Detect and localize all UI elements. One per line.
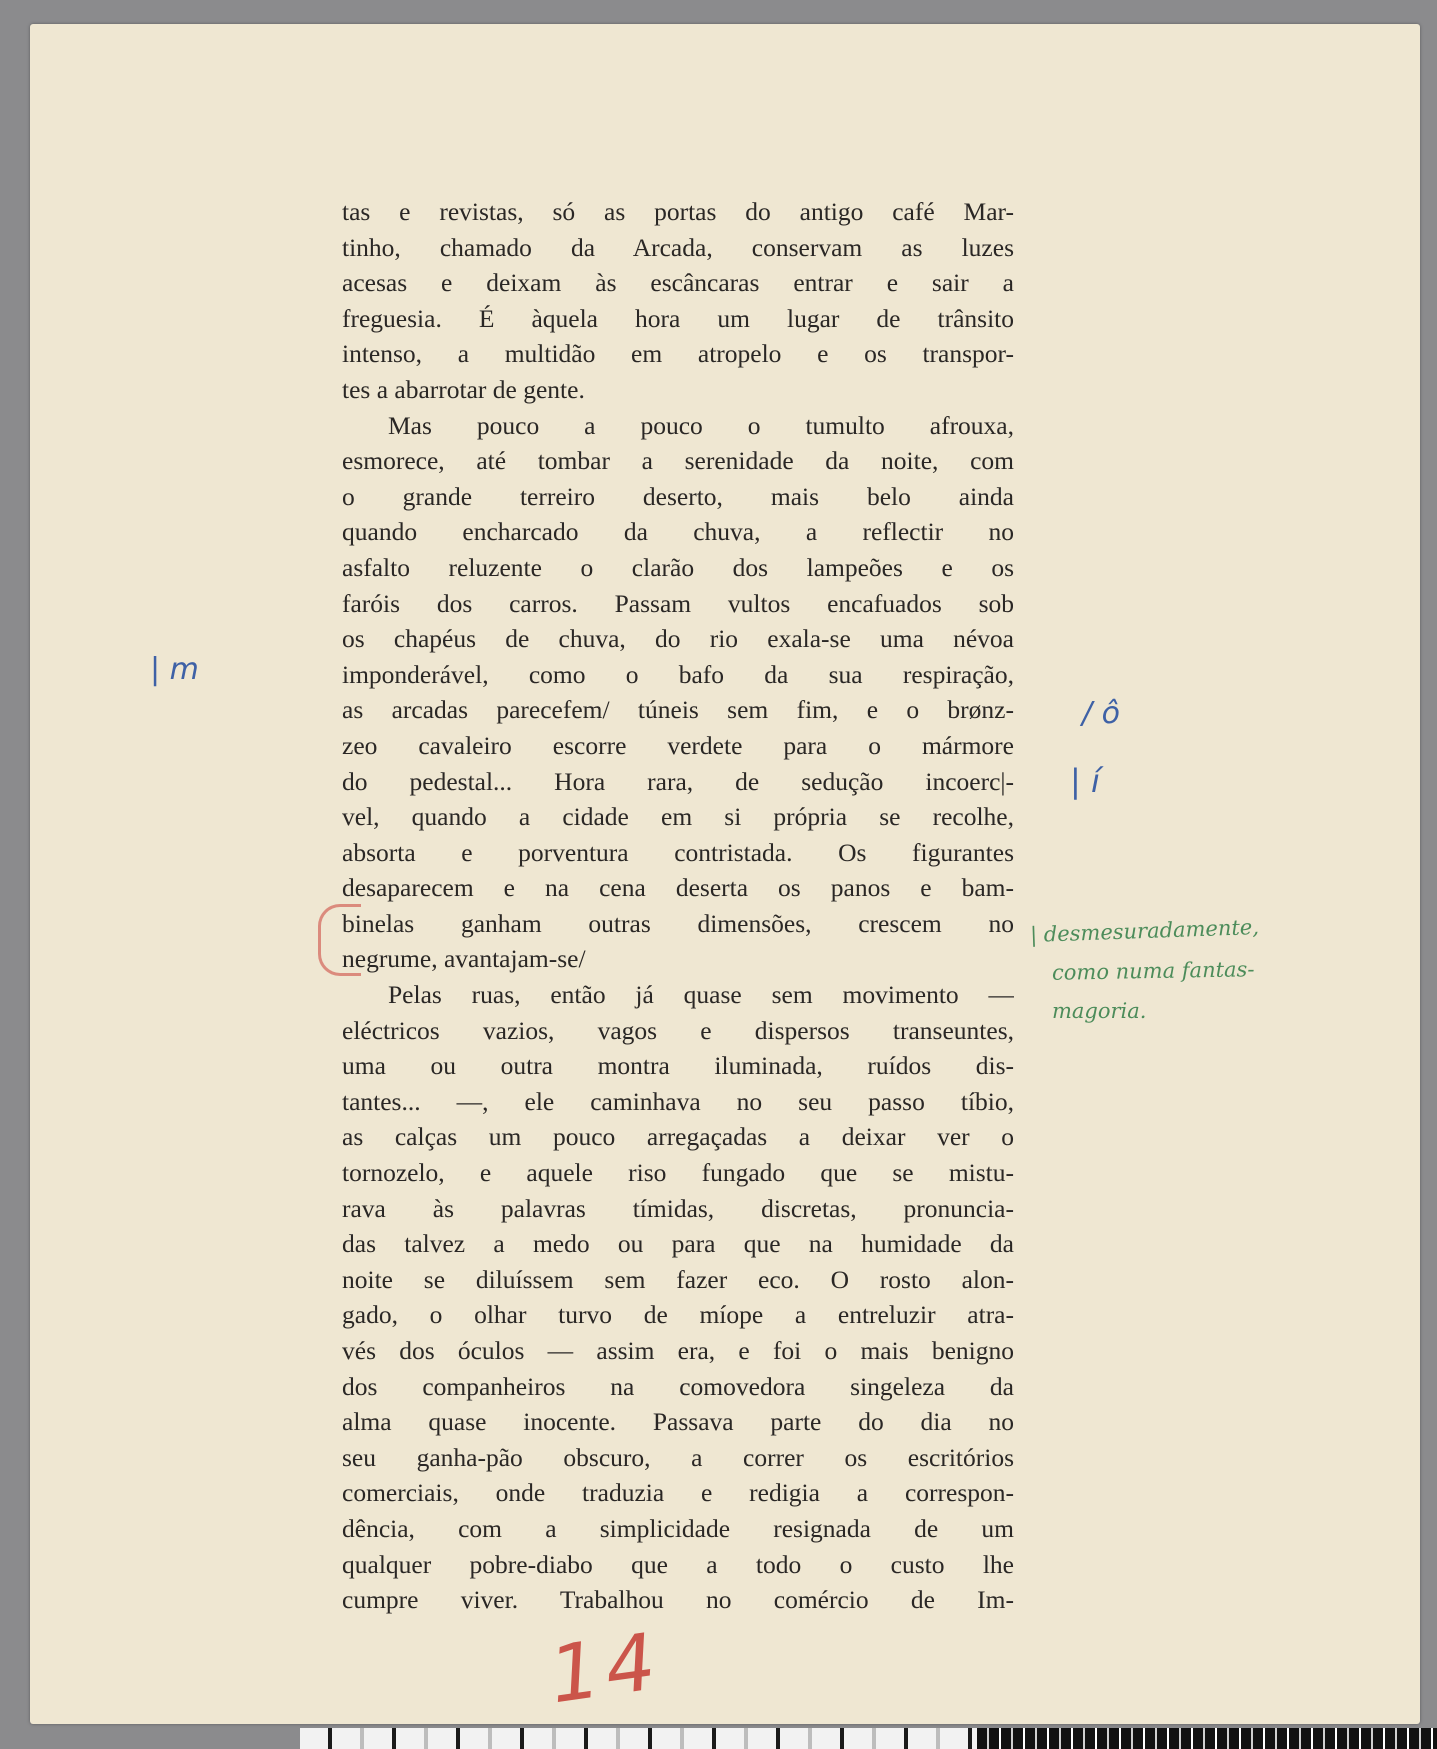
text-line: binelas ganham outras dimensões, crescem no [342, 908, 1014, 938]
text-line: dos companheiros na comovedora singeleza da [342, 1371, 1014, 1401]
text-line: asfalto reluzente o clarão dos lampeões e os [342, 552, 1014, 582]
text-line: qualquer pobre-diabo que a todo o custo lhe [342, 1549, 1014, 1579]
handwritten-note-line-2: como numa fantas- [1051, 957, 1255, 985]
text-line: zeo cavaleiro escorre verdete para o mármore [342, 730, 1014, 760]
red-bracket-mark [318, 904, 361, 976]
text-line: noite se diluíssem sem fazer eco. O rosto alon- [342, 1264, 1014, 1294]
text-line: alma quase inocente. Passava parte do dia no [342, 1407, 1014, 1437]
text-line: os chapéus de chuva, do rio exala-se uma névoa [342, 624, 1014, 654]
text-line: acesas e deixam às escâncaras entrar e sair a [342, 268, 1014, 298]
text-line: tantes... —, ele caminhava no seu passo tíbio, [342, 1086, 1014, 1116]
text-line: Pelas ruas, então já quase sem movimento — [388, 980, 1014, 1010]
document-page [30, 24, 1420, 1724]
right-margin-correction-2: | í [1070, 762, 1100, 800]
text-line: tas e revistas, só as portas do antigo café Mar- [342, 197, 1014, 226]
text-line: uma ou outra montra iluminada, ruídos dis- [342, 1051, 1014, 1081]
text-line: absorta e porventura contristada. Os figurantes [342, 837, 1014, 867]
ruler-dark-band [977, 1728, 1437, 1749]
text-line: o grande terreiro deserto, mais belo ainda [342, 481, 1014, 511]
body-text [342, 194, 1014, 1618]
text-line: Mas pouco a pouco o tumulto afrouxa, [388, 410, 1014, 440]
scale-ruler [300, 1728, 1437, 1749]
right-margin-correction-1: / ô [1082, 696, 1120, 731]
text-line: negrume, avantajam-se/ [342, 944, 586, 974]
text-line: do pedestal... Hora rara, de sedução incoerc|- [342, 766, 1014, 796]
text-line: tes a abarrotar de gente. [342, 374, 585, 404]
text-line: cumpre viver. Trabalhou no comércio de Im- [342, 1585, 1014, 1615]
text-line: quando encharcado da chuva, a reflectir no [342, 517, 1014, 547]
text-line: intenso, a multidão em atropelo e os transpor- [342, 339, 1014, 369]
text-line: tinho, chamado da Arcada, conservam as luzes [342, 232, 1014, 262]
text-line: as arcadas parecefem/ túneis sem fim, e o brønz- [342, 695, 1014, 725]
text-line: eléctricos vazios, vagos e dispersos transeuntes, [342, 1015, 1014, 1045]
text-line: rava às palavras tímidas, discretas, pronuncia- [342, 1193, 1014, 1223]
text-line: gado, o olhar turvo de míope a entreluzir atra- [342, 1300, 1014, 1330]
text-line: comerciais, onde traduzia e redigia a correspon- [342, 1478, 1014, 1508]
text-line: vés dos óculos — assim era, e foi o mais benigno [342, 1336, 1014, 1365]
handwritten-note-line-3: magoria. [1052, 999, 1147, 1023]
text-line: imponderável, como o bafo da sua respiração, [342, 659, 1014, 689]
text-line: tornozelo, e aquele riso fungado que se mistu- [342, 1158, 1014, 1188]
text-line: dência, com a simplicidade resignada de um [342, 1513, 1014, 1543]
left-margin-correction: | m [150, 652, 199, 687]
text-line: das talvez a medo ou para que na humidade da [342, 1229, 1014, 1259]
text-line: as calças um pouco arregaçadas a deixar ver o [342, 1122, 1014, 1152]
text-line: esmorece, até tombar a serenidade da noite, com [342, 446, 1014, 476]
text-line: faróis dos carros. Passam vultos encafuados sob [342, 588, 1014, 618]
page-number: 14 [544, 1616, 667, 1722]
handwritten-note-line-1: | desmesuradamente, [1029, 915, 1260, 947]
text-line: desaparecem e na cena deserta os panos e bam- [342, 873, 1014, 903]
text-line: seu ganha-pão obscuro, a correr os escritórios [342, 1442, 1014, 1472]
text-line: vel, quando a cidade em si própria se recolhe, [342, 802, 1014, 832]
text-line: freguesia. É àquela hora um lugar de trânsito [342, 303, 1014, 333]
